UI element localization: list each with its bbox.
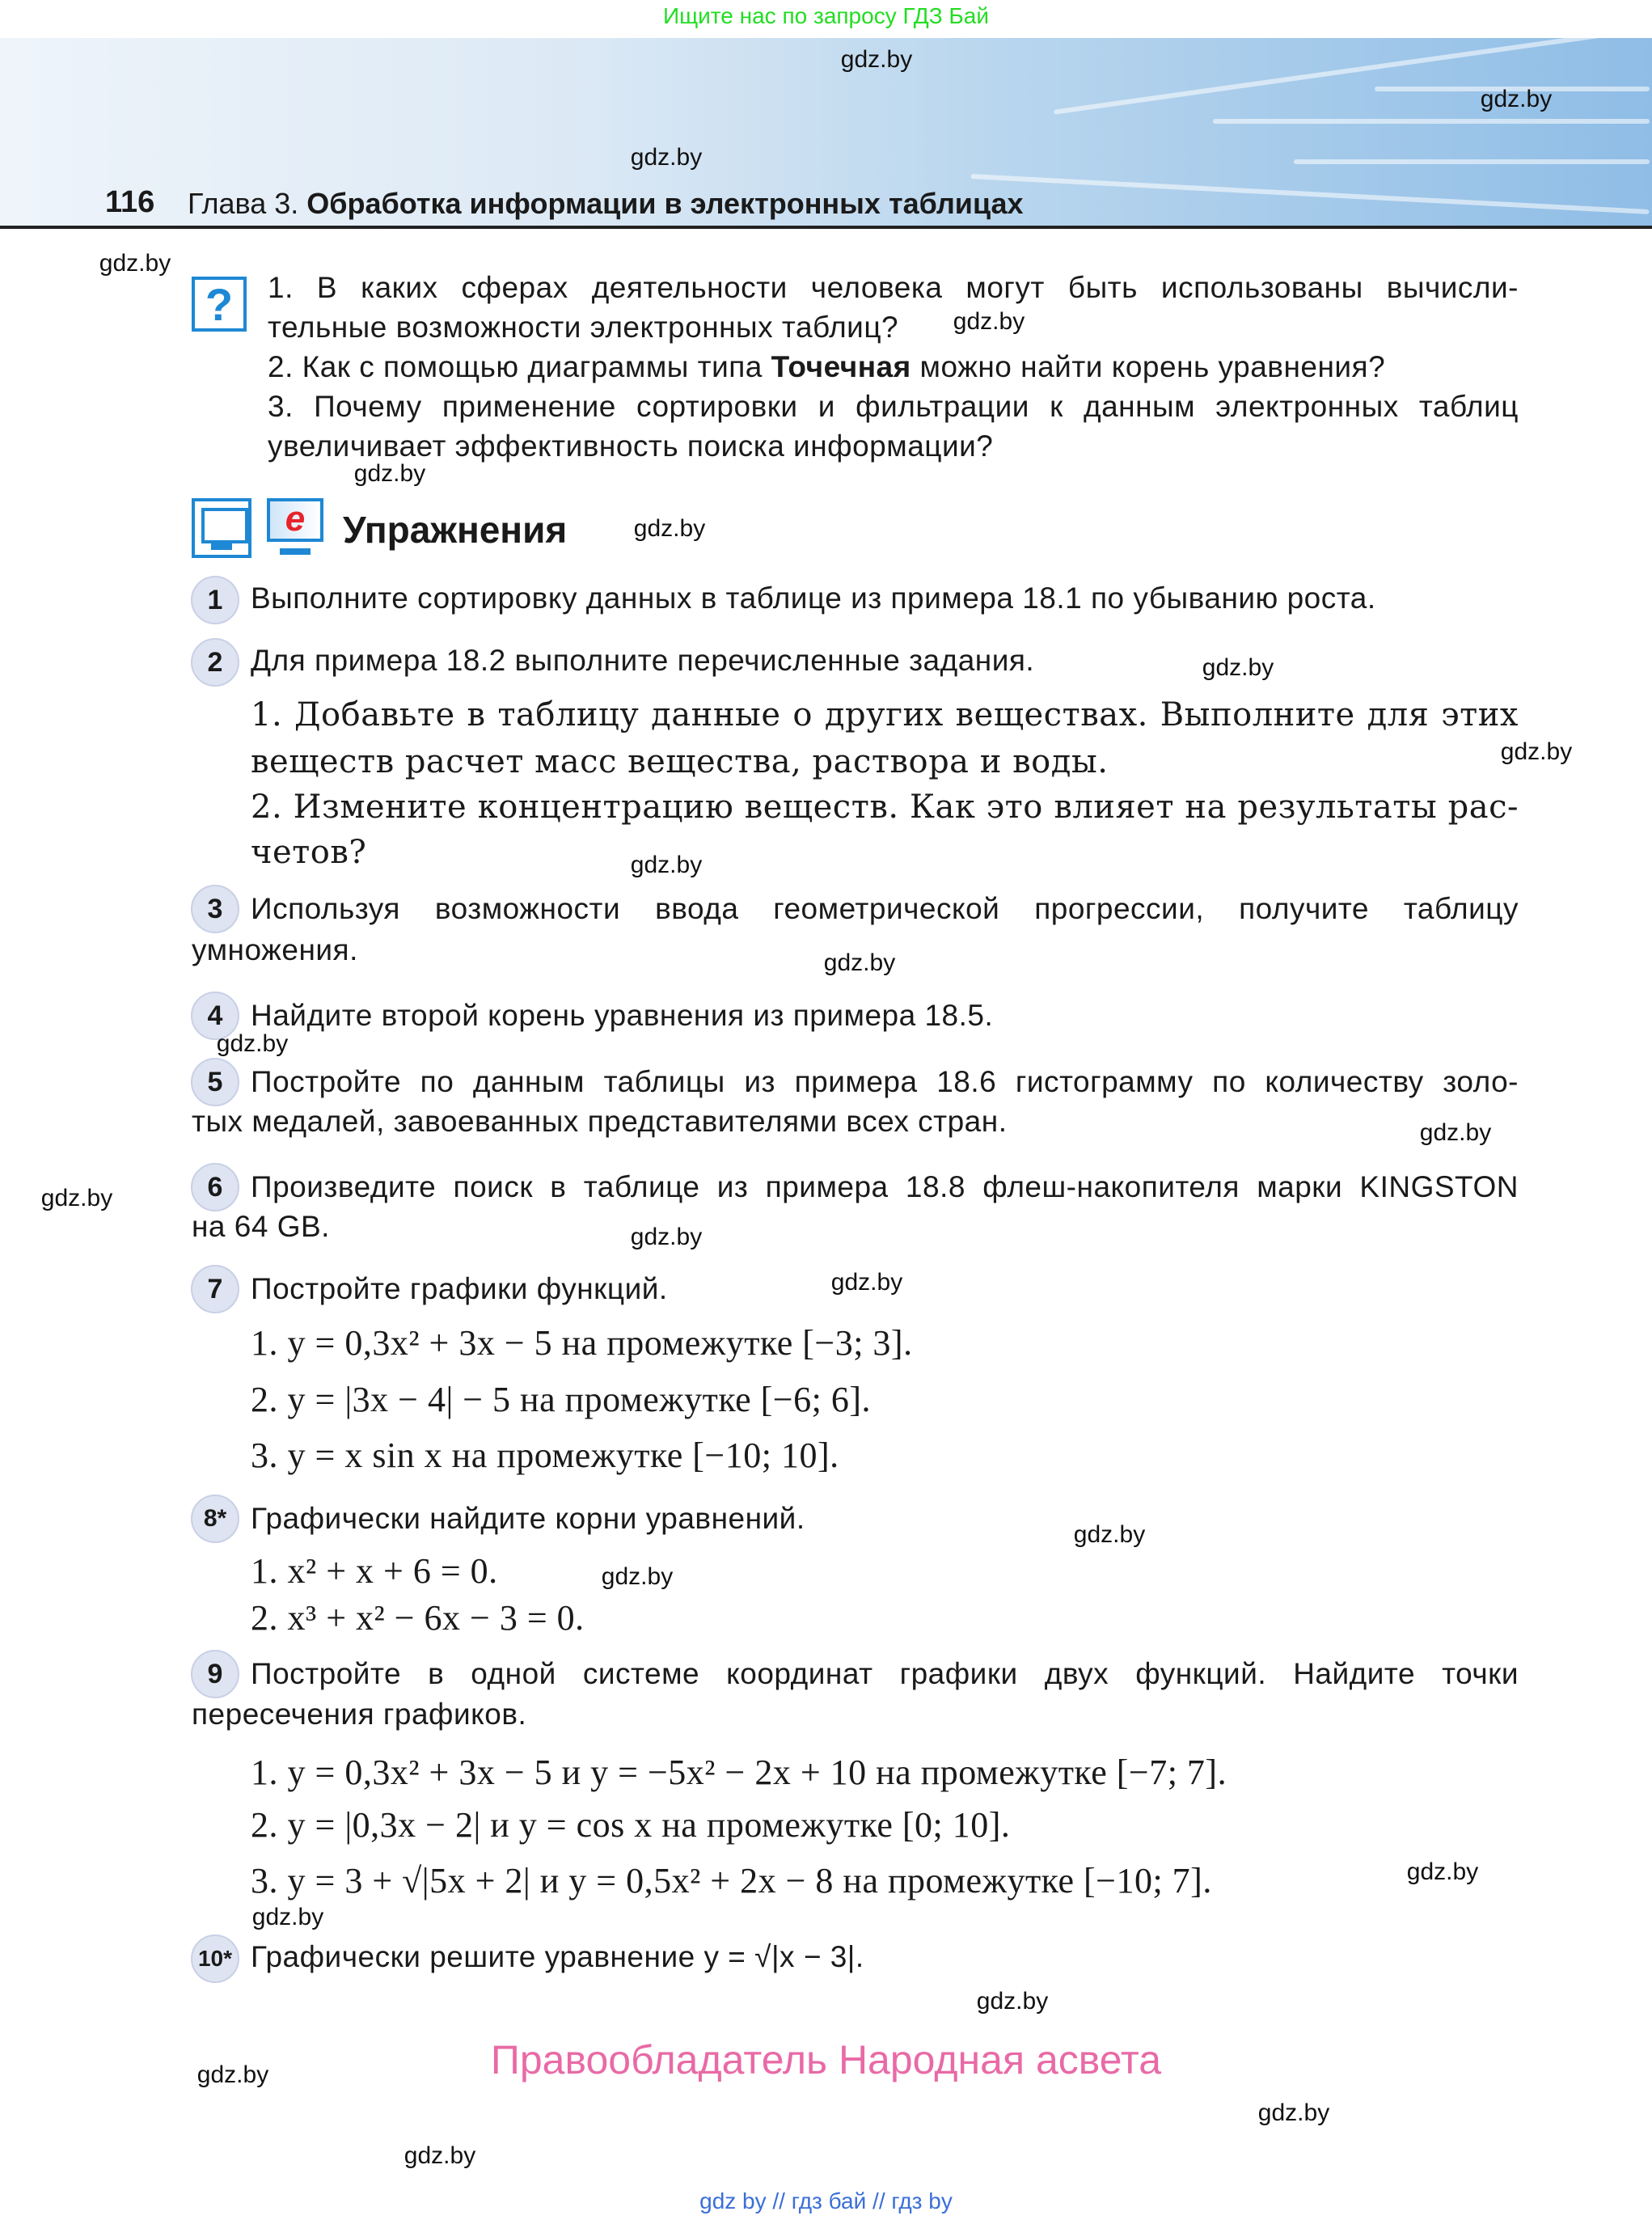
formula-line: 3. y = x sin x на промежутке [−10; 10]. [251, 1435, 839, 1475]
q-text: 2. Как с помощью диаграммы типа [268, 350, 771, 383]
formula-line: 1. y = 0,3x² + 3x − 5 и y = −5x² − 2x + 10 на промежутке [−7; 7]. [251, 1753, 1227, 1792]
watermark: gdz.by [601, 1563, 674, 1590]
question-line: 1. В каких сферах деятельности человека могут быть использованы вычисли- [268, 271, 1519, 304]
footer-links[interactable]: gdz by // гдз бай // гдз by [699, 2188, 953, 2213]
exercise-subtask: веществ расчет масс вещества, раствора и воды. [251, 743, 1109, 780]
exercise-text: Произведите поиск в таблице из примера 18.8 флеш-накопителя марки KINGSTON [251, 1170, 1519, 1203]
formula-line: 2. y = |0,3x − 2| и y = cos x на промежутке [0; 10]. [251, 1805, 1011, 1845]
chapter-prefix: Глава 3. [188, 187, 299, 220]
formula-line: 3. y = 3 + √|5x + 2| и y = 0,5x² + 2x − 8 на промежутке [−10; 7]. [251, 1861, 1212, 1901]
watermark: gdz.by [823, 949, 896, 976]
watermark: gdz.by [1419, 1119, 1492, 1146]
monitor-icon [192, 498, 251, 558]
exercise-text: пересечения графиков. [192, 1698, 527, 1731]
formula-line: 1. y = 0,3x² + 3x − 5 на промежутке [−3; 3]. [251, 1323, 913, 1363]
formula-line: 2. x³ + x² − 6x − 3 = 0. [251, 1598, 585, 1638]
watermark: gdz.by [630, 852, 703, 878]
chapter-title [188, 186, 1024, 222]
exercise-text: Графически решите уравнение y = √|x − 3|. [251, 1940, 864, 1973]
exercise-subtask: 1. Добавьте в таблицу данные о других веществах. Выполните для этих [251, 696, 1519, 734]
watermark: gdz.by [953, 308, 1025, 335]
watermark: gdz.by [630, 1224, 703, 1250]
exercise-number-badge: 2 [191, 638, 239, 687]
exercise-text: Постройте графики функций. [251, 1272, 668, 1305]
watermark: gdz.by [830, 1269, 903, 1296]
watermark: gdz.by [99, 250, 171, 277]
exercise-subtask: 2. Измените концентрацию веществ. Как это влияет на результаты рас- [251, 789, 1519, 826]
exercise-subtask: четов? [251, 834, 367, 871]
watermark: gdz.by [1257, 2099, 1330, 2126]
exercise-number-badge: 4 [191, 991, 239, 1040]
watermark: gdz.by [1406, 1858, 1479, 1885]
watermark: gdz.by [1480, 86, 1553, 112]
exercise-text: на 64 GB. [192, 1210, 330, 1243]
exercise-number-badge: 8* [191, 1495, 239, 1543]
exercise-text: Постройте в одной системе координат графики двух функций. Найдите точки [251, 1657, 1519, 1690]
exercise-text: Графически найдите корни уравнений. [251, 1502, 805, 1535]
watermark: gdz.by [630, 144, 703, 171]
exercise-text: Выполните сортировку данных в таблице из примера 18.1 по убыванию роста. [251, 581, 1376, 615]
exercise-text: тых медалей, завоеванных представителями всех стран. [192, 1105, 1008, 1138]
question-line: увеличивает эффективность поиска информации? [268, 429, 994, 463]
search-hint: Ищите нас по запросу ГДЗ Бай [662, 3, 990, 28]
exercise-text: Для примера 18.2 выполните перечисленные задания. [251, 644, 1035, 677]
watermark: gdz.by [840, 46, 913, 73]
e-learning-monitor-icon: e [267, 498, 327, 558]
q-term: Точечная [771, 350, 911, 383]
question-line: тельные возможности электронных таблиц? [268, 311, 899, 344]
exercise-number-badge: 1 [191, 576, 239, 624]
exercise-text: Постройте по данным таблицы из примера 18.6 гистограмму по количеству золо- [251, 1065, 1519, 1098]
watermark: gdz.by [353, 460, 426, 487]
formula-line: 1. x² + x + 6 = 0. [251, 1551, 498, 1591]
watermark: gdz.by [403, 2142, 476, 2169]
watermark: gdz.by [196, 2061, 269, 2088]
exercise-number-badge: 5 [191, 1058, 239, 1106]
watermark: gdz.by [633, 515, 706, 542]
watermark: gdz.by [1202, 654, 1274, 681]
watermark: gdz.by [40, 1185, 113, 1211]
exercise-number-badge: 9 [191, 1650, 239, 1698]
exercise-text: Найдите второй корень уравнения из примера 18.5. [251, 999, 994, 1032]
copyright-notice: Правообладатель Народная асвета [490, 2037, 1162, 2082]
page-number: 116 [105, 185, 155, 219]
exercises-heading: Упражнения [343, 509, 568, 551]
exercise-number-badge: 6 [191, 1163, 239, 1211]
question-line [268, 349, 1385, 385]
watermark: gdz.by [1073, 1521, 1146, 1548]
formula-line: 2. y = |3x − 4| − 5 на промежутке [−6; 6]. [251, 1380, 872, 1419]
exercise-number-badge: 10* [191, 1934, 239, 1983]
question-mark-icon: ? [192, 277, 247, 332]
watermark: gdz.by [1500, 738, 1573, 765]
watermark: gdz.by [251, 1904, 324, 1930]
q-text: можно найти корень уравнения? [911, 350, 1386, 383]
exercise-text: Используя возможности ввода геометрической прогрессии, получите таблицу [251, 892, 1519, 925]
exercise-text: умножения. [192, 933, 358, 966]
chapter-name: Обработка информации в электронных таблицах [306, 187, 1024, 220]
question-line: 3. Почему применение сортировки и фильтрации к данным электронных таблиц [268, 390, 1519, 423]
exercise-number-badge: 7 [191, 1265, 239, 1313]
watermark: gdz.by [976, 1988, 1049, 2015]
watermark: gdz.by [216, 1030, 289, 1057]
exercise-number-badge: 3 [191, 885, 239, 933]
